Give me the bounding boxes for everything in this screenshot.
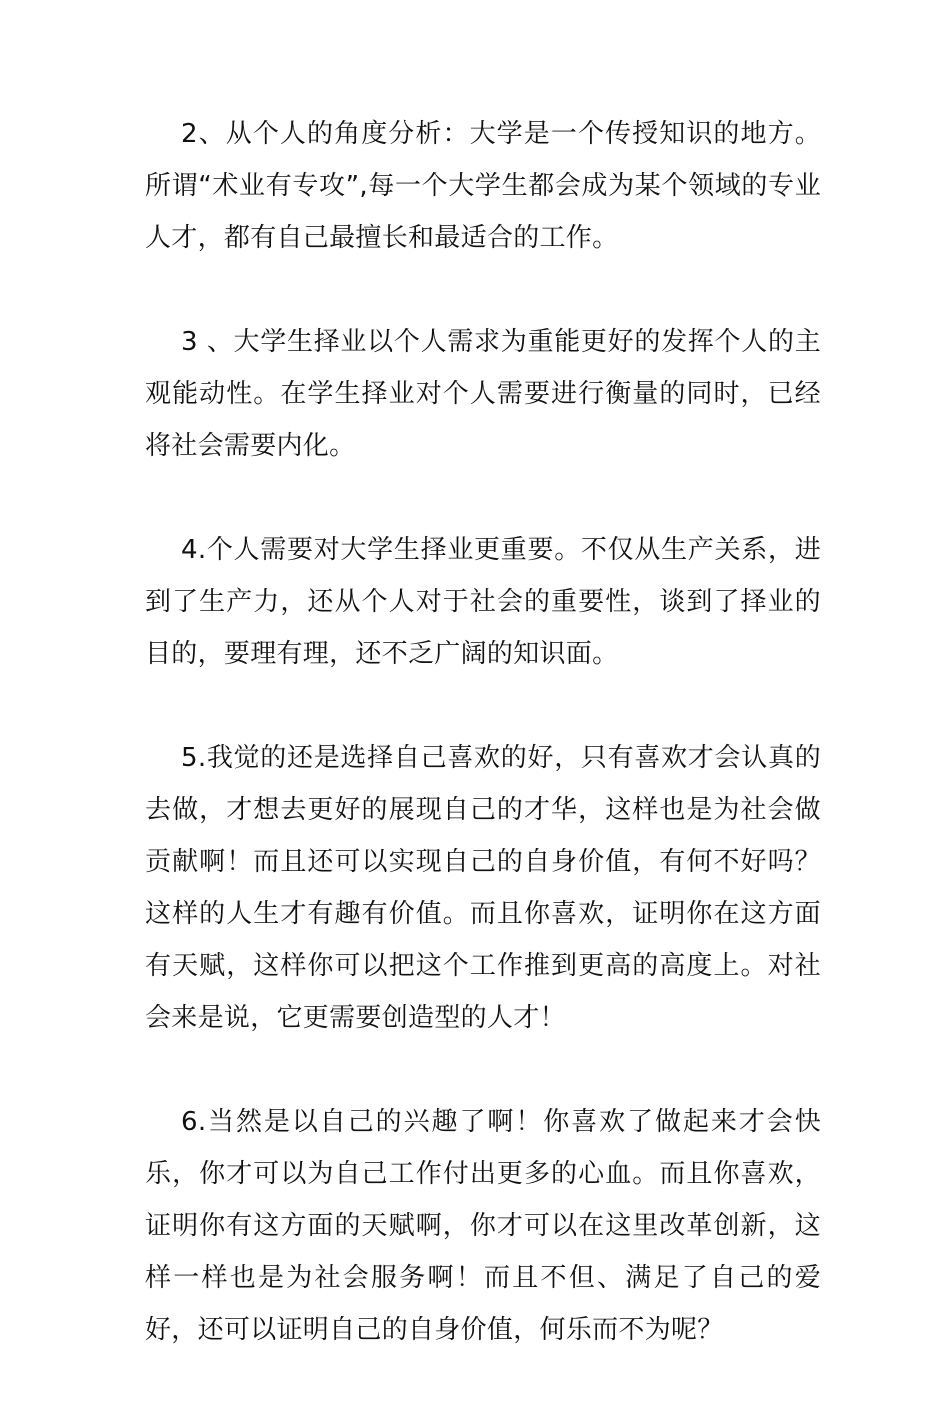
document-body — [145, 108, 821, 1408]
paragraph-6: 6.当然是以自己的兴趣了啊！你喜欢了做起来才会快乐，你才可以为自己工作付出更多的心血。而且你喜欢，证明你有这方面的天赋啊，你才可以在这里改革创新，这样一样也是为社会服务啊！而且不但、满足了自己的爱好，还可以证明自己的自身价值，何乐而不为呢？ — [145, 1107, 821, 1345]
paragraph-4: 4.个人需要对大学生择业更重要。不仅从生产关系，进到了生产力，还从个人对于社会的重要性，谈到了择业的目的，要理有理，还不乏广阔的知识面。 — [145, 535, 821, 669]
paragraph-3: 3 、大学生择业以个人需求为重能更好的发挥个人的主观能动性。在学生择业对个人需要进行衡量的同时，已经将社会需要内化。 — [145, 327, 821, 461]
paragraph-2: 2、从个人的角度分析：大学是一个传授知识的地方。所谓“术业有专攻”,每一个大学生都会成为某个领域的专业人才，都有自己最擅长和最适合的工作。 — [145, 119, 821, 253]
paragraph-5: 5.我觉的还是选择自己喜欢的好，只有喜欢才会认真的去做，才想去更好的展现自己的才华，这样也是为社会做贡献啊！而且还可以实现自己的自身价值，有何不好吗？这样的人生才有趣有价值。而且你喜欢，证明你在这方面有天赋，这样你可以把这个工作推到更高的高度上。对社会来是说，它更需要创造型的人才！ — [145, 743, 821, 1033]
